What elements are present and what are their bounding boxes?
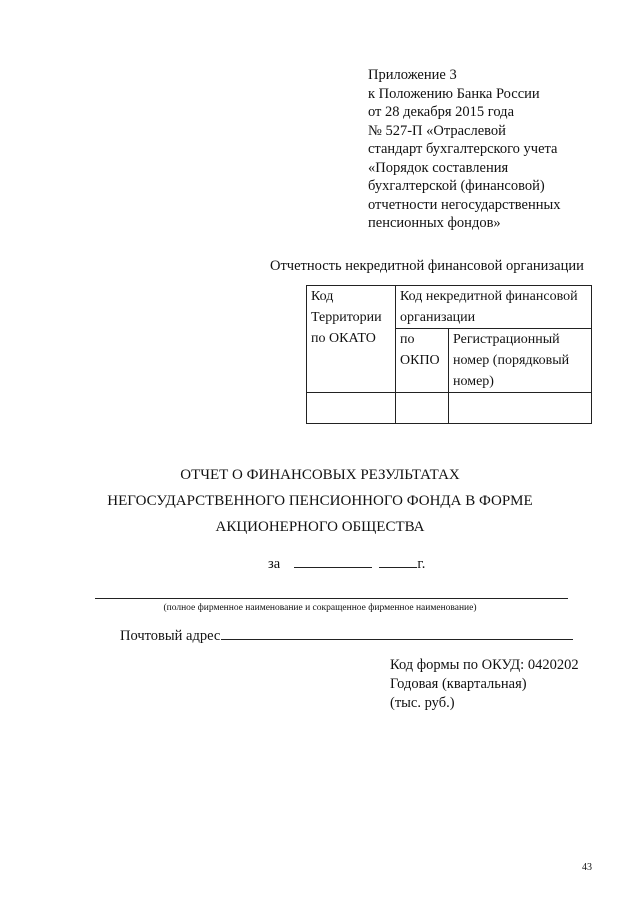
org-code-header-line: Код некредитной финансовой: [400, 289, 578, 304]
report-title: [0, 462, 640, 540]
postal-address-label: Почтовый адрес: [120, 628, 221, 644]
okpo-value-cell[interactable]: [396, 393, 449, 424]
okpo-header-line: по: [400, 332, 415, 347]
form-info: [390, 656, 579, 713]
okud-code: Код формы по ОКУД: 0420202: [390, 657, 579, 673]
period-suffix: г.: [417, 556, 426, 572]
appendix-line: от 28 декабря 2015 года: [368, 104, 514, 120]
okato-header-line: Код: [311, 289, 334, 304]
okato-header-line: по ОКАТО: [311, 331, 376, 346]
period-blank-main[interactable]: [294, 555, 372, 568]
reg-number-header-line: номер (порядковый: [453, 353, 570, 368]
org-code-header-cell: [396, 286, 592, 329]
postal-address: [120, 626, 573, 645]
postal-address-field[interactable]: [221, 626, 573, 640]
appendix-line: отчетности негосударственных: [368, 196, 561, 213]
reg-number-value-cell[interactable]: [449, 393, 592, 424]
appendix-line: стандарт бухгалтерского учета: [368, 141, 558, 157]
okato-value-cell[interactable]: [307, 393, 396, 424]
org-code-header-line: организации: [400, 310, 476, 325]
appendix-line: «Порядок составления: [368, 159, 509, 176]
period-prefix: за: [268, 556, 281, 572]
reporting-title: Отчетность некредитной финансовой организации: [270, 258, 584, 274]
okpo-header-line: ОКПО: [400, 353, 440, 368]
organization-name-caption: (полное фирменное наименование и сокращенное фирменное наименование): [163, 603, 477, 613]
reg-number-header-line: номер): [453, 374, 494, 389]
okato-header-cell: [307, 286, 396, 393]
okato-header-line: Территории: [311, 310, 382, 325]
reg-number-header-line: Регистрационный: [453, 332, 560, 347]
appendix-line: Приложение 3: [368, 67, 457, 83]
appendix-line: к Положению Банка России: [368, 85, 540, 102]
report-title-line: НЕГОСУДАРСТВЕННОГО ПЕНСИОННОГО ФОНДА В ФОРМЕ: [107, 493, 533, 509]
page-number: 43: [582, 862, 592, 873]
okpo-header-cell: [396, 329, 449, 393]
appendix-line: пенсионных фондов»: [368, 215, 501, 231]
periodicity: Годовая (квартальная): [390, 676, 527, 692]
appendix-line: бухгалтерской (финансовой): [368, 178, 545, 194]
appendix-reference: [368, 66, 561, 233]
report-title-line: ОТЧЕТ О ФИНАНСОВЫХ РЕЗУЛЬТАТАХ: [180, 467, 460, 483]
appendix-line: № 527-П «Отраслевой: [368, 122, 506, 139]
codes-table: [306, 285, 592, 424]
report-title-line: АКЦИОНЕРНОГО ОБЩЕСТВА: [215, 519, 425, 535]
report-period: [268, 555, 425, 573]
reg-number-header-cell: [449, 329, 592, 393]
organization-name-line[interactable]: [95, 598, 568, 599]
units: (тыс. руб.): [390, 695, 455, 711]
period-blank-year[interactable]: [379, 555, 417, 568]
